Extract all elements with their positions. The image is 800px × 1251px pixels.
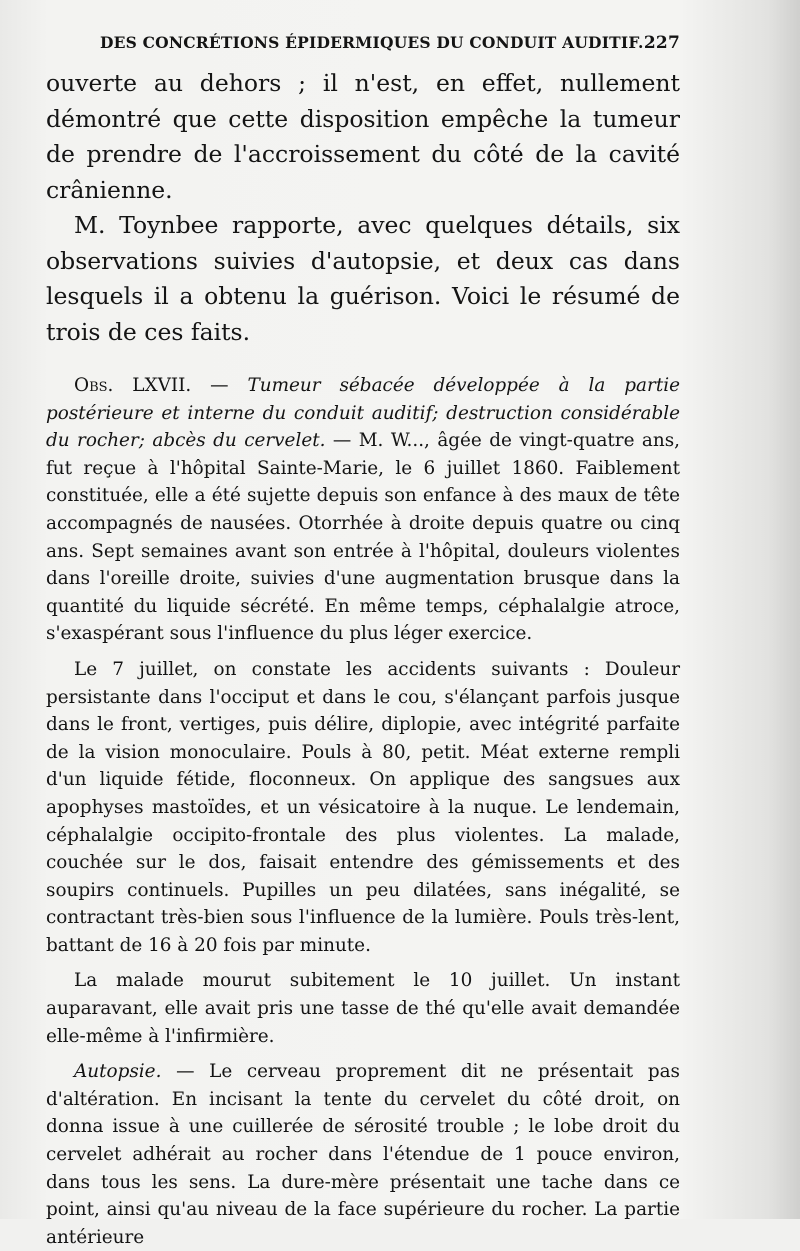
autopsy-label: Autopsie. (74, 1061, 162, 1083)
paragraph-july-7: Le 7 juillet, on constate les accidents suivants : Douleur persistante dans l'occiput et dans le cou, s'élançant parfois jusque dans le front, vertiges, puis délire, diplopie, avec intégrité parfaite de la vision monoculaire. Pouls à 80, petit. Méat externe rempli d'un liquide fétide, floconneux. On applique des sangsues aux apophyses mastoïdes, et un vésicatoire à la nuque. Le lendemain, céphalalgie occipito-frontale des plus violentes. La malade, couchée sur le dos, faisait entendre des gémissements et des soupirs continuels. Pupilles un peu dilatées, sans inégalité, se contractant très-bien sous l'influence de la lumière. Pouls très-lent, battant de 16 à 20 fois par minute. (46, 658, 680, 956)
page-number: 227 (643, 33, 680, 53)
observation-label: Obs. LXVII. (74, 375, 192, 396)
observation-dash: — (191, 375, 248, 396)
observation-intro (46, 372, 680, 648)
lead-section (46, 66, 680, 350)
observation-text: — M. W..., âgée de vingt-quatre ans, fut reçue à l'hôpital Sainte-Marie, le 6 juillet 1860. Faiblement constituée, elle a été sujette depuis son enfance à des maux de tête accompagnés de nausées. Otorrhée à droite depuis quatre ou cinq ans. Sept semaines avant son entrée à l'hôpital, douleurs violentes dans l'oreille droite, suivies d'une augmentation brusque dans la quantité du liquide sécrété. En même temps, céphalalgie atroce, s'exaspérant sous l'influence du plus léger exercice. (46, 430, 680, 645)
paragraph-continuation: ouverte au dehors ; il n'est, en effet, nullement démontré que cette disposition empêche la tumeur de prendre de l'accroissement du côté de la cavité crânienne. (46, 69, 680, 204)
paragraph-death: La malade mourut subitement le 10 juillet. Un instant auparavant, elle avait pris une tasse de thé qu'elle avait demandée elle-même à l'infirmière. (46, 970, 680, 1047)
observation-title: Tumeur sébacée développée à la partie postérieure et interne du conduit auditif; destruction considérable du rocher; abcès du cervelet. (46, 375, 680, 452)
paragraph-toynbee: M. Toynbee rapporte, avec quelques détails, six observations suivies d'autopsie, et deux cas dans lesquels il a obtenu la guérison. Voici le résumé de trois de ces faits. (46, 211, 680, 346)
autopsy-text: — Le cerveau proprement dit ne présentait pas d'altération. En incisant la tente du cervelet du côté droit, on donna issue à une cuillerée de sérosité trouble ; le lobe droit du cervelet adhérait au rocher dans l'étendue de 1 pouce environ, dans tous les sens. La dure-mère présentait une tache dans ce point, ainsi qu'au niveau de la face supérieure du rocher. La partie antérieure (46, 1061, 680, 1248)
observation-67 (46, 372, 680, 1251)
body-text (46, 66, 680, 1251)
header-title: DES CONCRÉTIONS ÉPIDERMIQUES DU CONDUIT AUDITIF. (100, 33, 644, 52)
running-header (100, 33, 680, 53)
paragraph-autopsy (46, 1058, 680, 1251)
